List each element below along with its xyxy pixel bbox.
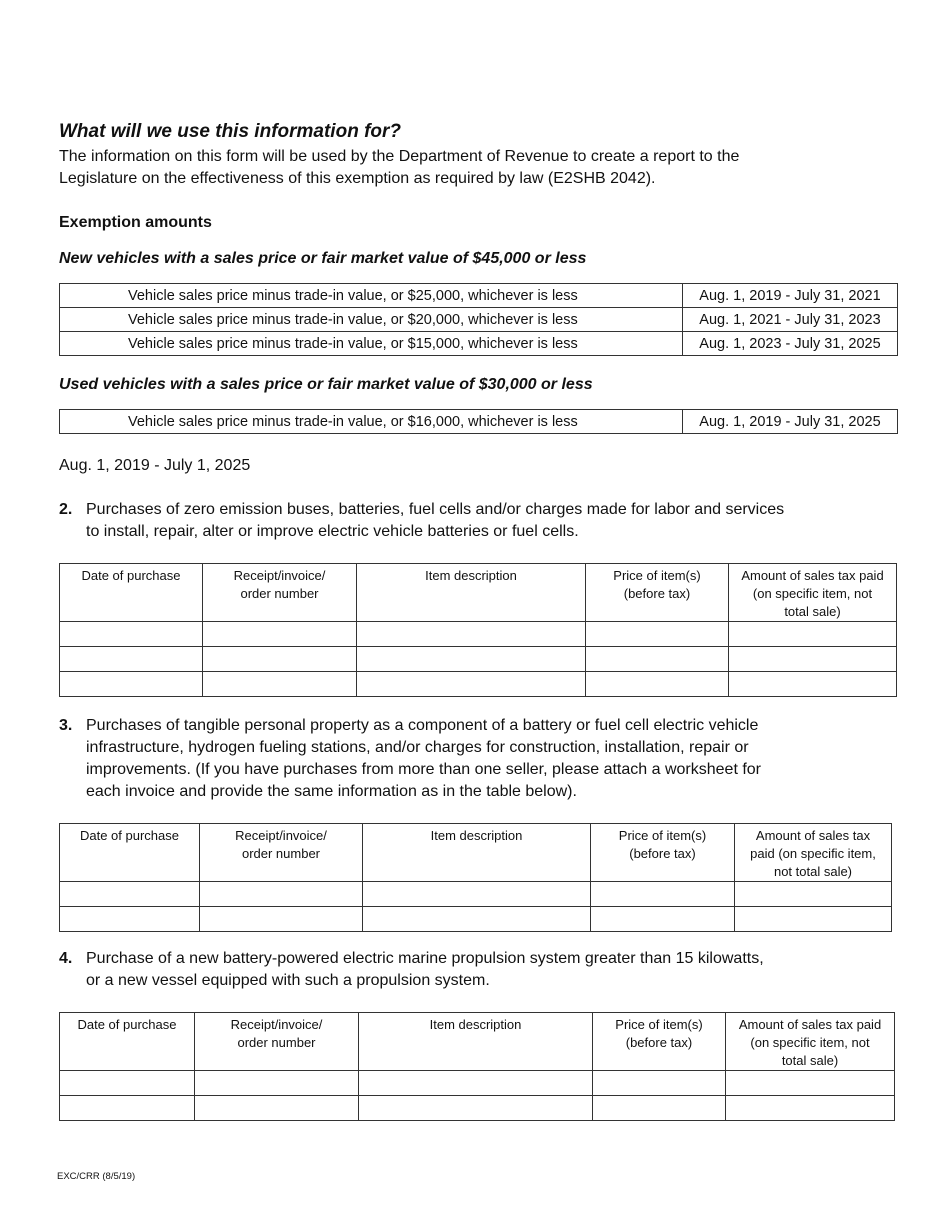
form-code: EXC/CRR (8/5/19)	[57, 1171, 136, 1182]
table-row	[60, 1096, 895, 1121]
tax-cell[interactable]	[729, 672, 897, 697]
table-row	[60, 622, 897, 647]
price-cell[interactable]	[586, 647, 729, 672]
col-sales-tax: Amount of sales tax paid (on specific item, not total sale)	[726, 1013, 895, 1071]
date-cell[interactable]	[60, 672, 203, 697]
date-cell[interactable]	[60, 1071, 195, 1096]
new-vehicles-heading: New vehicles with a sales price or fair market value of $45,000 or less	[59, 250, 587, 267]
item-3-line-3: improvements. (If you have purchases from more than one seller, please attach a worksheet for	[86, 761, 761, 778]
col-date-of-purchase: Date of purchase	[60, 564, 203, 622]
used-vehicles-heading: Used vehicles with a sales price or fair market value of $30,000 or less	[59, 376, 593, 393]
table-row	[60, 672, 897, 697]
receipt-cell[interactable]	[195, 1071, 359, 1096]
amount-period: Aug. 1, 2019 - July 31, 2021	[683, 284, 898, 308]
item-4-number: 4.	[59, 950, 73, 967]
date-cell[interactable]	[60, 882, 200, 907]
tax-cell[interactable]	[735, 907, 892, 932]
col-item-description: Item description	[359, 1013, 593, 1071]
item-2-number: 2.	[59, 501, 73, 518]
amount-period: Aug. 1, 2019 - July 31, 2025	[683, 410, 898, 434]
item-4-line-2: or a new vessel equipped with such a propulsion system.	[86, 972, 490, 989]
table-row	[60, 284, 898, 308]
price-cell[interactable]	[593, 1096, 726, 1121]
col-item-description: Item description	[363, 824, 591, 882]
table-row	[60, 882, 892, 907]
col-receipt-number: Receipt/invoice/ order number	[195, 1013, 359, 1071]
price-cell[interactable]	[586, 672, 729, 697]
info-line-1: The information on this form will be used by the Department of Revenue to create a report to the	[59, 148, 740, 165]
amount-description: Vehicle sales price minus trade-in value, or $20,000, whichever is less	[60, 308, 683, 332]
price-cell[interactable]	[591, 907, 735, 932]
tax-cell[interactable]	[729, 647, 897, 672]
tax-cell[interactable]	[726, 1071, 895, 1096]
info-text	[59, 146, 899, 190]
table-header-row	[60, 824, 892, 882]
item-4-purchases-table	[59, 1012, 895, 1121]
description-cell[interactable]	[357, 647, 586, 672]
receipt-cell[interactable]	[203, 672, 357, 697]
description-cell[interactable]	[363, 882, 591, 907]
col-sales-tax: Amount of sales tax paid (on specific item, not total sale)	[735, 824, 892, 882]
amount-period: Aug. 1, 2021 - July 31, 2023	[683, 308, 898, 332]
col-receipt-number: Receipt/invoice/ order number	[200, 824, 363, 882]
table-header-row	[60, 564, 897, 622]
description-cell[interactable]	[357, 622, 586, 647]
info-heading: What will we use this information for?	[59, 121, 402, 142]
item-3-line-2: infrastructure, hydrogen fueling stations, and/or charges for construction, installation, repair or	[86, 739, 749, 756]
col-sales-tax: Amount of sales tax paid (on specific item, not total sale)	[729, 564, 897, 622]
table-row	[60, 332, 898, 356]
date-cell[interactable]	[60, 907, 200, 932]
date-cell[interactable]	[60, 622, 203, 647]
price-cell[interactable]	[593, 1071, 726, 1096]
table-row	[60, 907, 892, 932]
col-price: Price of item(s) (before tax)	[586, 564, 729, 622]
item-4	[59, 948, 899, 992]
tax-cell[interactable]	[726, 1096, 895, 1121]
tax-cell[interactable]	[729, 622, 897, 647]
tax-cell[interactable]	[735, 882, 892, 907]
col-receipt-number: Receipt/invoice/ order number	[203, 564, 357, 622]
item-3-purchases-table	[59, 823, 892, 932]
description-cell[interactable]	[363, 907, 591, 932]
col-price: Price of item(s) (before tax)	[591, 824, 735, 882]
amount-description: Vehicle sales price minus trade-in value, or $25,000, whichever is less	[60, 284, 683, 308]
col-date-of-purchase: Date of purchase	[60, 824, 200, 882]
item-2-line-1: Purchases of zero emission buses, batteries, fuel cells and/or charges made for labor and services	[86, 501, 785, 518]
item-2-purchases-table	[59, 563, 897, 697]
price-cell[interactable]	[586, 622, 729, 647]
item-3-number: 3.	[59, 717, 73, 734]
table-row	[60, 410, 898, 434]
date-cell[interactable]	[60, 1096, 195, 1121]
amount-period: Aug. 1, 2023 - July 31, 2025	[683, 332, 898, 356]
receipt-cell[interactable]	[200, 907, 363, 932]
info-line-2: Legislature on the effectiveness of this exemption as required by law (E2SHB 2042).	[59, 170, 656, 187]
col-date-of-purchase: Date of purchase	[60, 1013, 195, 1071]
col-price: Price of item(s) (before tax)	[593, 1013, 726, 1071]
item-3-line-1: Purchases of tangible personal property as a component of a battery or fuel cell electric vehicle	[86, 717, 759, 734]
item-2	[59, 499, 899, 543]
table-row	[60, 308, 898, 332]
item-4-line-1: Purchase of a new battery-powered electric marine propulsion system greater than 15 kilowatts,	[86, 950, 764, 967]
description-cell[interactable]	[359, 1096, 593, 1121]
table-row	[60, 647, 897, 672]
exemption-heading: Exemption amounts	[59, 214, 212, 231]
receipt-cell[interactable]	[203, 647, 357, 672]
col-item-description: Item description	[357, 564, 586, 622]
receipt-cell[interactable]	[203, 622, 357, 647]
item-3-line-4: each invoice and provide the same information as in the table below).	[86, 783, 577, 800]
item-3	[59, 715, 899, 803]
form-page	[59, 120, 899, 1121]
table-row	[60, 1071, 895, 1096]
amount-description: Vehicle sales price minus trade-in value, or $15,000, whichever is less	[60, 332, 683, 356]
description-cell[interactable]	[359, 1071, 593, 1096]
table-header-row	[60, 1013, 895, 1071]
receipt-cell[interactable]	[200, 882, 363, 907]
receipt-cell[interactable]	[195, 1096, 359, 1121]
used-vehicles-table	[59, 409, 898, 434]
amount-description: Vehicle sales price minus trade-in value, or $16,000, whichever is less	[60, 410, 683, 434]
new-vehicles-table	[59, 283, 898, 356]
description-cell[interactable]	[357, 672, 586, 697]
date-cell[interactable]	[60, 647, 203, 672]
item-2-line-2: to install, repair, alter or improve electric vehicle batteries or fuel cells.	[86, 523, 579, 540]
price-cell[interactable]	[591, 882, 735, 907]
exemption-period: Aug. 1, 2019 - July 1, 2025	[59, 457, 251, 474]
